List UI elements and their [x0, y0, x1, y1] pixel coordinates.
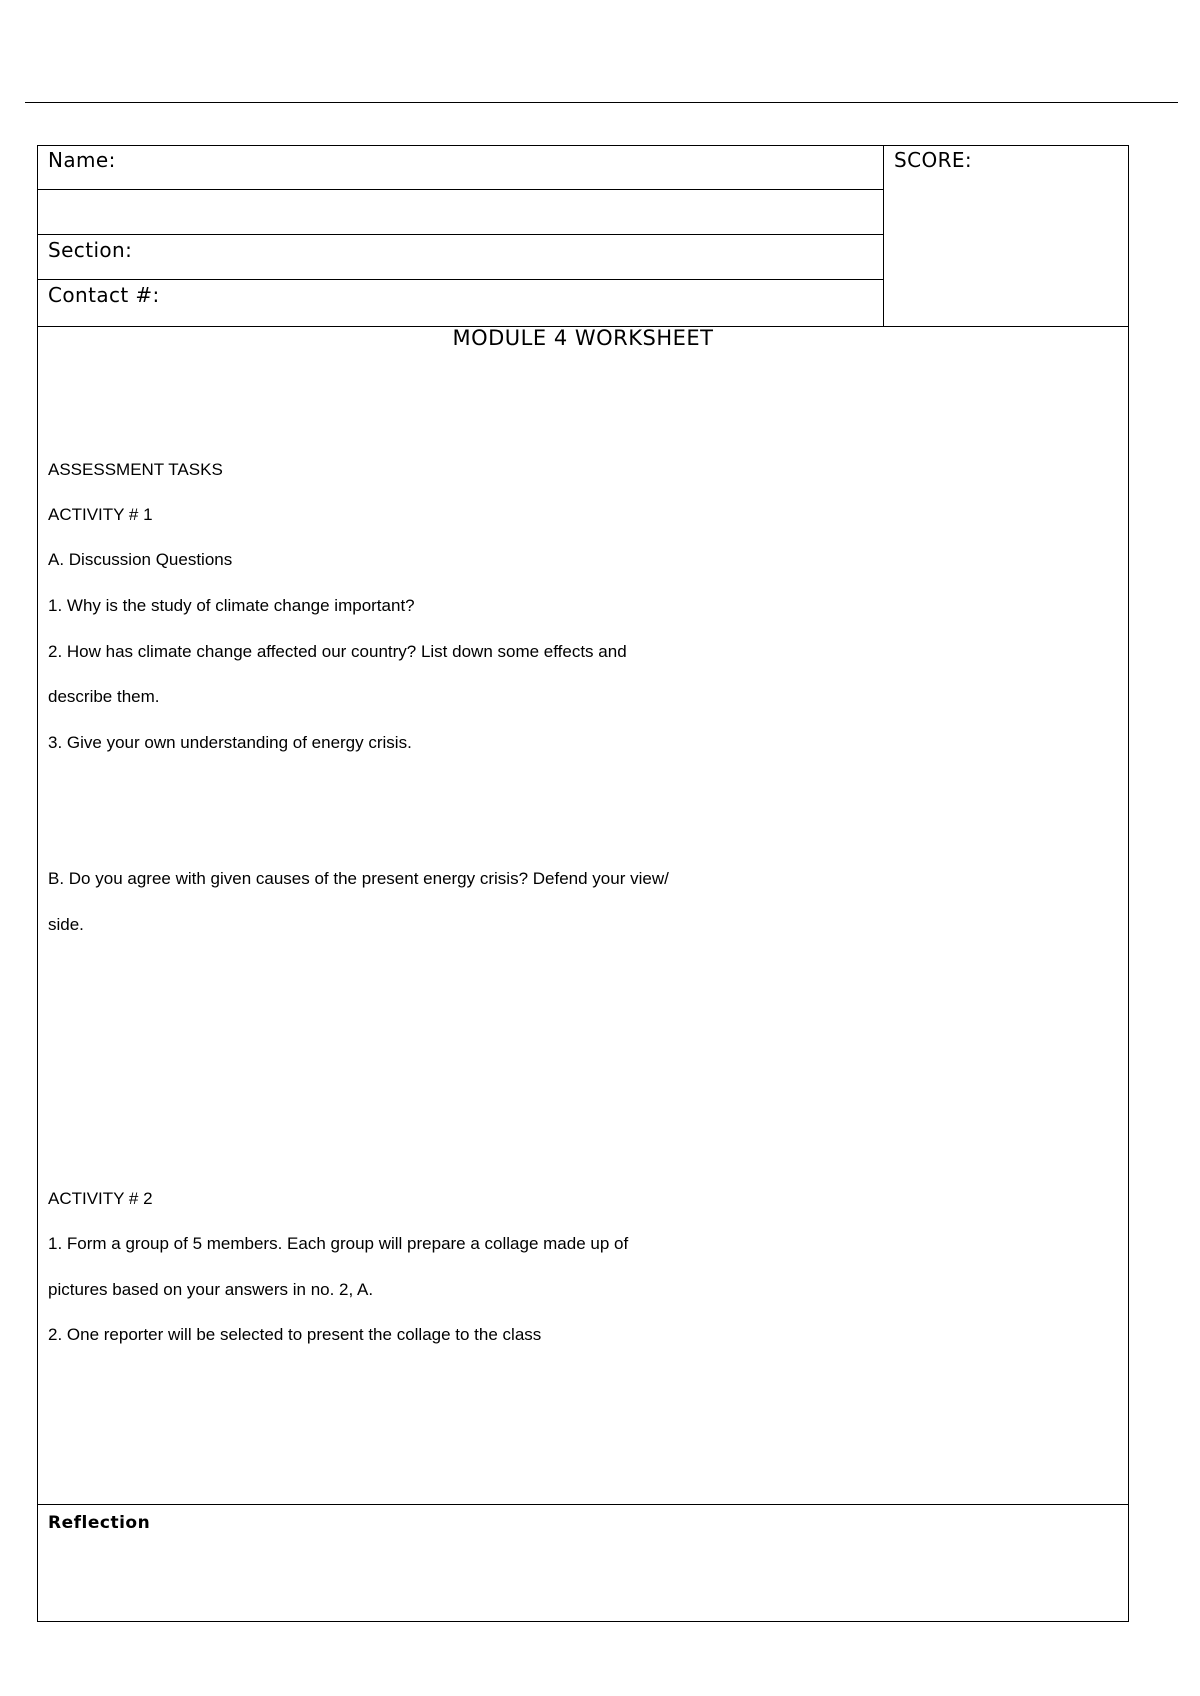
- header-rule: [25, 102, 1178, 103]
- activity2-heading: ACTIVITY # 2: [48, 1189, 153, 1208]
- section-row[interactable]: [38, 236, 883, 280]
- reflection-label: Reflection: [48, 1513, 151, 1533]
- activity2-item-2: 2. One reporter will be selected to present the collage to the class: [48, 1325, 542, 1344]
- activity2-item-1-line-2: pictures based on your answers in no. 2, A.: [48, 1280, 374, 1299]
- reflection-box[interactable]: [38, 1504, 1128, 1622]
- name-label: Name:: [48, 148, 116, 172]
- blank-row[interactable]: [38, 191, 883, 235]
- assessment-heading: ASSESSMENT TASKS: [48, 460, 223, 479]
- question-1: 1. Why is the study of climate change important?: [48, 596, 415, 615]
- part-b-line-1: B. Do you agree with given causes of the present energy crisis? Defend your view/: [48, 869, 669, 888]
- name-row[interactable]: [38, 146, 883, 190]
- module-title: MODULE 4 WORKSHEET: [452, 326, 714, 350]
- activity1-heading: ACTIVITY # 1: [48, 505, 153, 524]
- section-label: Section:: [48, 238, 133, 262]
- contact-label: Contact #:: [48, 283, 160, 307]
- worksheet-table: [37, 145, 1129, 1622]
- discussion-questions-heading: A. Discussion Questions: [48, 550, 233, 569]
- student-info-column: [38, 146, 884, 327]
- question-2-line-1: 2. How has climate change affected our country? List down some effects and: [48, 642, 627, 661]
- question-3: 3. Give your own understanding of energy crisis.: [48, 733, 412, 752]
- activity2-item-1-line-1: 1. Form a group of 5 members. Each group will prepare a collage made up of: [48, 1234, 629, 1253]
- score-label: SCORE:: [894, 148, 973, 172]
- score-box[interactable]: [884, 146, 1128, 327]
- contact-row[interactable]: [38, 281, 883, 325]
- question-2-line-2: describe them.: [48, 687, 160, 706]
- part-b-line-2: side.: [48, 915, 84, 934]
